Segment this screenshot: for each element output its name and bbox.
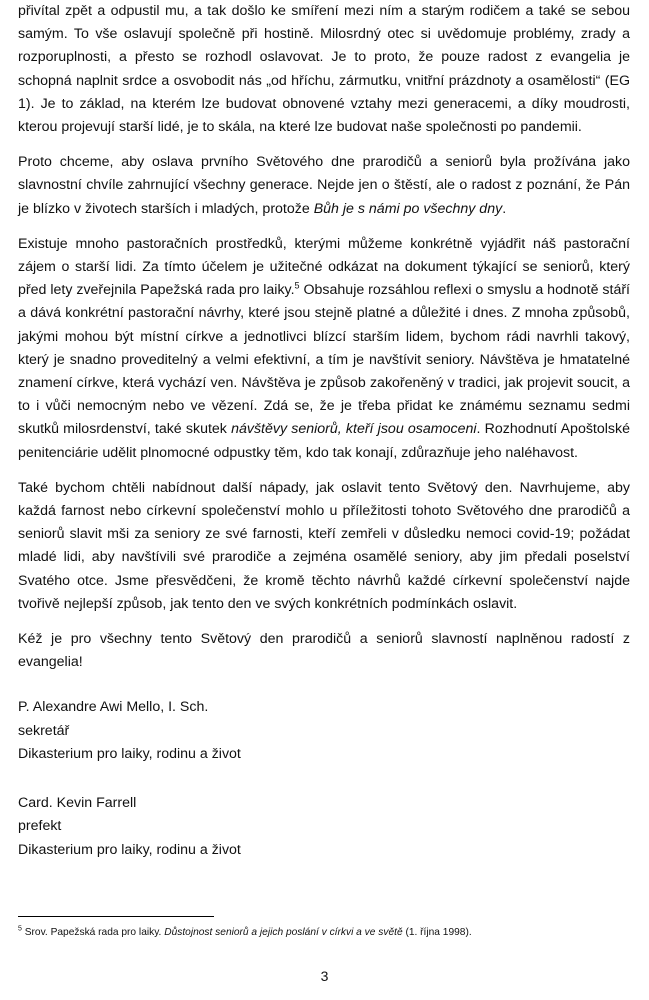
signatory-office: Dikasterium pro laiky, rodinu a život [18,841,241,858]
signatory-name: P. Alexandre Awi Mello, I. Sch. [18,699,209,716]
paragraph-3-text-b: Obsahuje rozsáhlou reflexi o smyslu a hodnotě stáří a dává konkrétní pastorační návrhy, které jsou stejně platné a důležité i dnes. Z mnoha způsobů, jakými mohou být místní církve a jednotlivci blízcí starším lidem, bychom rádi navrhli takový, který je snadno proveditelný a velmi efektivní, a tím je navštívit seniory. Návštěva je hmatatelné znamení církve, která vychází ven. Návštěva je způsob zakořeněný v tradici, jak projevit soucit, a to i vůči nemocným nebo ve vězení. Zdá se, že je třeba přidat ke známému seznamu sedmi skutků milosrdenství, také skutek [18,282,630,438]
paragraph-3-emphasis: návštěvy seniorů, kteří jsou osamoceni [231,421,477,438]
paragraph-3-text-c: . Rozhodnutí Apoštolské penitenciárie udělit plnomocné odpustky těm, kdo tak konají, zdůrazňuje jeho naléhavost. [18,421,630,461]
footnote-title: Důstojnost seniorů a jejich poslání v církvi a ve světě [164,927,403,938]
main-text [18,0,630,862]
footnote-text-b: (1. října 1998). [402,927,472,938]
signature-prefect [18,792,630,862]
footnote-text-a: Srov. Papežská rada pro laiky. [21,927,165,938]
signatory-office: Dikasterium pro laiky, rodinu a život [18,745,241,762]
paragraph-3-text-a: Existuje mnoho pastoračních prostředků, kterými můžeme konkrétně vyjádřit náš pastorační zájem o starší lidi. Za tímto účelem je užitečné odkázat na dokument týkající se seniorů, který před lety zveřejnila Papežská rada pro laiky. [18,235,630,299]
paragraph-4: Také bychom chtěli nabídnout další nápady, jak oslavit tento Světový den. Navrhujeme, aby každá farnost nebo církevní společenství mohlo u příležitosti tohoto Světového dne prarodičů a seniorů slavit mši za seniory ze své farnosti, kteří zemřeli v důsledku nemoci covid-19; požádat mladé lidi, aby navštívili své prarodiče a zejména osamělé seniory, aby jim předali poselství Svatého otce. Jsme přesvědčeni, že kromě těchto návrhů každé církevní společenství najde tvořivě nejlepší způsob, jak tento den ve svých konkrétních podmínkách oslavit. [18,479,630,612]
footnote-divider [18,916,214,917]
paragraph-2-end: . [502,200,507,217]
paragraph-2-emphasis: Bůh je s námi po všechny dny [313,200,503,217]
signatory-name: Card. Kevin Farrell [18,795,137,812]
paragraph-2-text: Proto chceme, aby oslava prvního Světového dne prarodičů a seniorů byla prožívána jako slavnostní chvíle zahrnující všechny generace. Nejde jen o štěstí, ale o radost z poznání, že Pán je blízko v životech starších i mladých, protože [18,154,630,217]
footnote-number: 5 [18,925,22,933]
footnote [18,926,630,940]
paragraph-5: Kéž je pro všechny tento Světový den prarodičů a seniorů slavností naplněnou radostí z evangelia! [18,631,630,671]
footnote-reference[interactable]: 5 [294,280,300,291]
page-number: 3 [320,968,329,984]
paragraph-1: přivítal zpět a odpustil mu, a tak došlo ke smíření mezi ním a starým rodičem a také se sebou samým. To vše oslavují společně při hostině. Milosrdný otec si uvědomuje problémy, zrady a rozporuplnosti, a přesto se rozhodl oslavovat. Je to proto, že pouze radost z evangelia je schopná naplnit srdce a osvobodit nás „od hříchu, zármutku, vnitřní prázdnoty a osamělosti“ (EG 1). Je to základ, na kterém lze budovat obnovené vztahy mezi generacemi, a díky moudrosti, kterou projevují starší lidé, je to skála, na které lze budovat naše společnosti po pandemii. [18,3,630,136]
signature-secretary [18,696,630,766]
paragraph-3 [18,233,630,465]
signatory-role: prefekt [18,818,62,835]
paragraph-2 [18,151,630,221]
signatory-role: sekretář [18,722,70,739]
